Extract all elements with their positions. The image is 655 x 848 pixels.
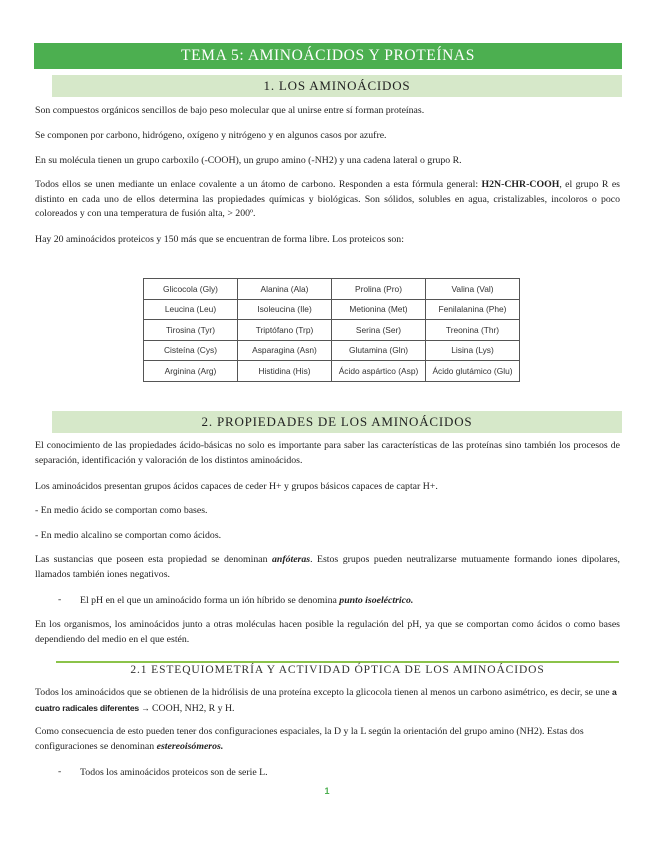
table-row <box>144 299 520 320</box>
bold-text: a cuatro radicales diferentes → <box>35 687 617 713</box>
document-title: TEMA 5: AMINOÁCIDOS Y PROTEÍNAS <box>34 43 622 69</box>
table-cell: Asparagina (Asn) <box>238 340 332 361</box>
subsection-heading: 2.1 ESTEQUIOMETRÍA Y ACTIVIDAD ÓPTICA DE LOS AMINOÁCIDOS <box>130 664 545 676</box>
table-cell: Prolina (Pro) <box>332 279 426 300</box>
table-cell: Glicocola (Gly) <box>144 279 238 300</box>
table-row <box>144 340 520 361</box>
table-cell: Serina (Ser) <box>332 320 426 341</box>
text: Todos ellos se unen mediante un enlace covalente a un átomo de carbono. Responden a esta fórmula general: <box>35 179 482 190</box>
text: , el grupo R es distinto en cada uno de ellos determina las propiedades químicas y biológicas. Son sólidos, solubles en agua, cristalizables, incoloros o poco coloreados y con una temperatura de fusión alta, > 200º. <box>35 179 620 219</box>
list-item: - En medio ácido se comportan como bases. <box>35 505 208 516</box>
subsection-rule <box>56 661 619 663</box>
amino-acid-table <box>143 278 520 382</box>
bullet-item <box>80 594 620 609</box>
table-cell: Cisteína (Cys) <box>144 340 238 361</box>
list-item: - En medio alcalino se comportan como ácidos. <box>35 530 222 541</box>
paragraph-formula <box>35 178 620 222</box>
table-cell: Isoleucina (Ile) <box>238 299 332 320</box>
page-number: 1 <box>324 786 330 796</box>
emphasis: anfóteras <box>271 554 311 565</box>
table-cell: Ácido glutámico (Glu) <box>426 361 520 382</box>
section-heading-propiedades: 2. PROPIEDADES DE LOS AMINOÁCIDOS <box>52 411 622 433</box>
table-cell: Triptófano (Trp) <box>238 320 332 341</box>
bullet-marker: - <box>58 766 62 777</box>
paragraph-anfoteras <box>35 553 620 582</box>
paragraph: Son compuestos orgánicos sencillos de bajo peso molecular que al unirse entre sí forman proteínas. <box>35 105 425 116</box>
text: Las sustancias que poseen esta propiedad se denominan <box>35 554 272 565</box>
table-cell: Treonina (Thr) <box>426 320 520 341</box>
section-heading-aminoacidos: 1. LOS AMINOÁCIDOS <box>52 75 622 97</box>
paragraph: Se componen por carbono, hidrógeno, oxígeno y nitrógeno y en algunos casos por azufre. <box>35 130 387 141</box>
table-cell: Alanina (Ala) <box>238 279 332 300</box>
paragraph: El conocimiento de las propiedades ácido-básicas no solo es importante para saber las características de las proteínas sino también los procesos de separación, identificación y valoración de los distintos aminoácidos. <box>35 440 620 466</box>
table-cell: Leucina (Leu) <box>144 299 238 320</box>
table-cell: Ácido aspártico (Asp) <box>332 361 426 382</box>
paragraph: Los aminoácidos presentan grupos ácidos capaces de ceder H+ y grupos básicos capaces de captar H+. <box>35 481 438 492</box>
table-cell: Histidina (His) <box>238 361 332 382</box>
table-row <box>144 361 520 382</box>
text: Todos los aminoácidos que se obtienen de la hidrólisis de una proteína excepto la glicocola tienen al menos un carbono asimétrico, es decir, se une <box>35 687 613 698</box>
table-row <box>144 279 520 300</box>
paragraph: En su molécula tienen un grupo carboxilo (-COOH), un grupo amino (-NH2) y una cadena lateral o grupo R. <box>35 155 462 166</box>
text: Como consecuencia de esto pueden tener dos configuraciones espaciales, la D y la L según la orientación del grupo amino (NH2). Estas dos configuraciones se denominan <box>35 726 584 752</box>
emphasis: punto isoeléctrico. <box>339 595 414 606</box>
table-cell: Tirosina (Tyr) <box>144 320 238 341</box>
table-cell: Lisina (Lys) <box>426 340 520 361</box>
bullet-marker: - <box>58 594 62 605</box>
table-cell: Metionina (Met) <box>332 299 426 320</box>
table-cell: Glutamina (Gln) <box>332 340 426 361</box>
table-row <box>144 320 520 341</box>
text: . Estos grupos pueden neutralizarse mutuamente formando iones dipolares, llamados también iones negativos. <box>35 554 620 580</box>
paragraph: En los organismos, los aminoácidos junto a otras moléculas hacen posible la regulación del pH, ya que se comportan como ácidos o como bases dependiendo del medio en el que estén. <box>35 619 620 645</box>
paragraph: Hay 20 aminoácidos proteicos y 150 más que se encuentran de forma libre. Los proteicos son: <box>35 234 404 245</box>
table-cell: Fenilalanina (Phe) <box>426 299 520 320</box>
paragraph-carbono <box>35 685 620 716</box>
emphasis: estereoisómeros. <box>156 740 224 752</box>
paragraph-configuraciones <box>35 725 620 754</box>
text: El pH en el que un aminoácido forma un ión híbrido se denomina <box>80 595 340 606</box>
table-cell: Valina (Val) <box>426 279 520 300</box>
table-cell: Arginina (Arg) <box>144 361 238 382</box>
bullet-item: Todos los aminoácidos proteicos son de serie L. <box>80 767 268 778</box>
text: COOH, NH2, R y H. <box>149 702 235 714</box>
formula: H2N-CHR-COOH <box>481 179 560 190</box>
